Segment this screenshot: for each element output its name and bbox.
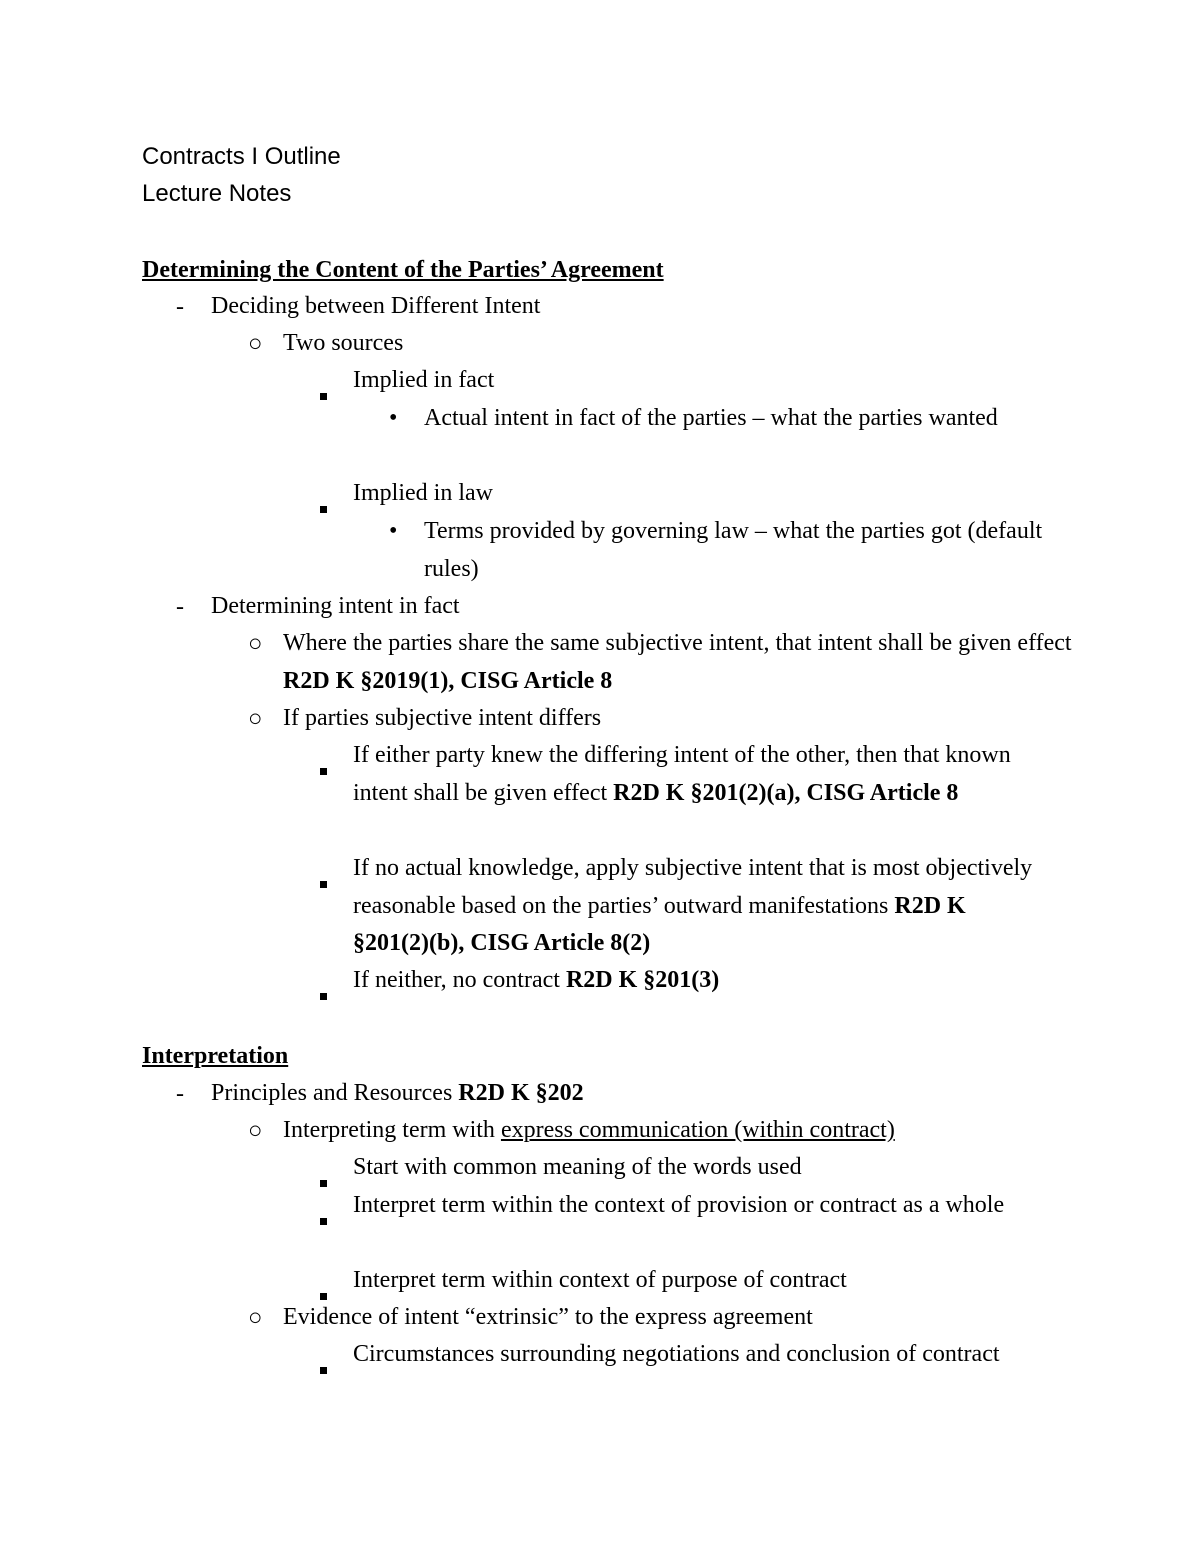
outline-item: Interpret term within context of purpose of contract: [353, 1267, 847, 1293]
outline-item: Evidence of intent “extrinsic” to the express agreement: [283, 1304, 813, 1330]
circle-bullet-icon: ○: [248, 1118, 263, 1144]
outline-item: Interpreting term with express communication (within contract): [283, 1117, 895, 1143]
outline-item: Implied in fact: [353, 367, 495, 393]
outline-item: Start with common meaning of the words used: [353, 1154, 802, 1180]
square-bullet-icon: [320, 1352, 327, 1382]
outline-item: Two sources: [283, 330, 404, 356]
circle-bullet-icon: ○: [248, 331, 263, 357]
outline-item: Where the parties share the same subjective intent, that intent shall be given effect R2D K §2019(1), CISG Article 8: [283, 630, 1072, 694]
outline-item: If neither, no contract R2D K §201(3): [353, 967, 720, 993]
square-bullet-icon: [320, 1203, 327, 1233]
square-bullet-icon: [320, 753, 327, 783]
square-bullet-icon: [320, 378, 327, 408]
square-bullet-icon: [320, 491, 327, 521]
dot-bullet-icon: •: [389, 518, 398, 544]
square-bullet-icon: [320, 978, 327, 1008]
outline-item: Circumstances surrounding negotiations and conclusion of contract: [353, 1341, 1000, 1367]
outline-item: Principles and Resources R2D K §202: [211, 1080, 584, 1106]
section-heading: Determining the Content of the Parties’ Agreement: [142, 257, 664, 283]
outline-item: Implied in law: [353, 480, 493, 506]
document-subtitle: Lecture Notes: [142, 180, 292, 207]
dash-bullet-icon: -: [176, 594, 184, 620]
square-bullet-icon: [320, 866, 327, 896]
dot-bullet-icon: •: [389, 405, 398, 431]
outline-item: Interpret term within the context of provision or contract as a whole: [353, 1192, 1005, 1218]
outline-item: Deciding between Different Intent: [211, 293, 541, 319]
dash-bullet-icon: -: [176, 294, 184, 320]
outline-item: If no actual knowledge, apply subjective intent that is most objectively reasonable based on the parties’ outward manifestations R2D K §201(2)(b), CISG Article 8(2): [353, 855, 1033, 956]
circle-bullet-icon: ○: [248, 706, 263, 732]
circle-bullet-icon: ○: [248, 631, 263, 657]
section-heading: Interpretation: [142, 1043, 289, 1069]
outline-item: Terms provided by governing law – what the parties got (default rules): [424, 518, 1043, 582]
document-title: Contracts I Outline: [142, 143, 341, 170]
square-bullet-icon: [320, 1165, 327, 1195]
dash-bullet-icon: -: [176, 1081, 184, 1107]
outline-item: If either party knew the differing intent of the other, then that known intent shall be given effect R2D K §201(2)(a), CISG Article 8: [353, 742, 1011, 806]
outline-item: Determining intent in fact: [211, 593, 460, 619]
outline-item: If parties subjective intent differs: [283, 705, 602, 731]
circle-bullet-icon: ○: [248, 1305, 263, 1331]
outline-item: Actual intent in fact of the parties – what the parties wanted: [424, 405, 998, 431]
